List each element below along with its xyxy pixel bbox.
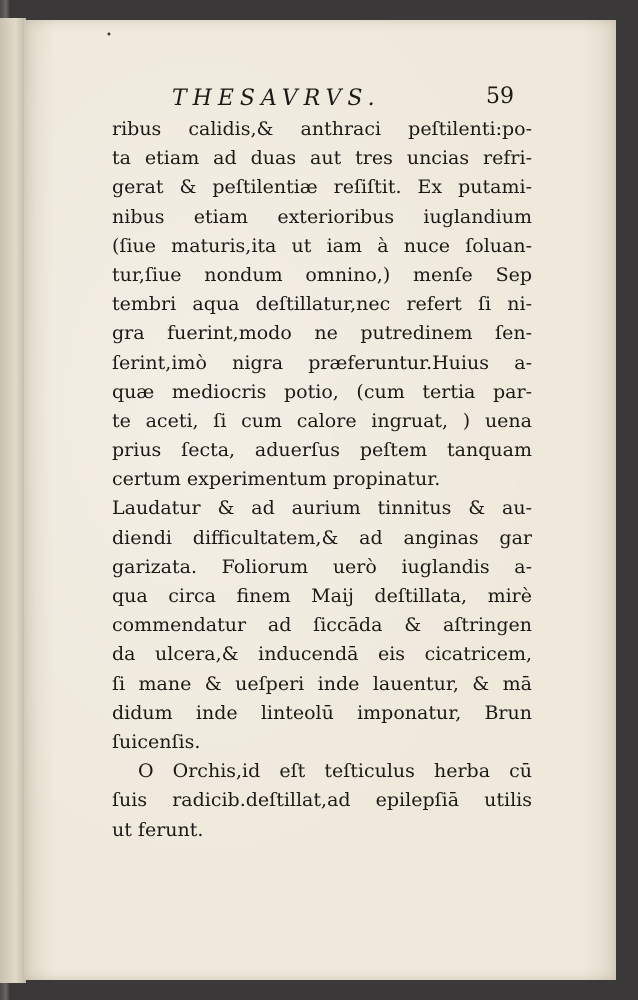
text-line: quæ mediocris potio, (cum tertia par-: [112, 380, 532, 403]
text-line: O Orchis,id eſt teſticulus herba cū: [138, 760, 532, 783]
running-head: THESAVRVS.: [172, 86, 381, 111]
text-line: tur,ſiue nondum omnino,) menſe Sep: [112, 263, 532, 286]
text-line: garizata. Foliorum uerò iuglandis a-: [112, 555, 532, 578]
paragraph-2: [112, 494, 532, 757]
text-line: certum experimentum propinatur.: [112, 468, 441, 491]
text-line: Laudatur & ad aurium tinnitus & au-: [112, 497, 532, 520]
text-line: ribus calidis,& anthraci peſtilenti:po-: [112, 118, 532, 140]
paragraph-1: [112, 115, 532, 494]
text-line: ſuis radicib.deſtillat,ad epilepſiā utilis: [112, 789, 532, 812]
text-line: commendatur ad ſiccāda & aſtringen: [112, 614, 532, 637]
text-line: da ulcera,& inducendā eis cicatricem,: [112, 643, 532, 666]
text-line: (ſiue maturis,ita ut iam à nuce ſoluan-: [112, 234, 532, 257]
body-text: [112, 115, 532, 845]
text-line: nibus etiam exterioribus iuglandium: [112, 205, 532, 228]
text-line: prius ſecta, aduerſus peſtem tanquam: [112, 439, 532, 462]
page-number: 59: [486, 84, 514, 109]
paragraph-3: [112, 757, 532, 845]
book-page: [24, 20, 616, 980]
text-line: ſi mane & ueſperi inde lauentur, & mā: [112, 672, 532, 695]
text-line: ſuicenſis.: [112, 730, 201, 753]
text-line: diendi difficultatem,& ad anginas gar: [112, 526, 532, 549]
text-line: qua circa finem Maij deſtillata, mirè: [112, 585, 532, 607]
text-line: tembri aqua deſtillatur,nec refert ſi ni-: [112, 293, 532, 316]
text-line: ut ferunt.: [112, 818, 204, 841]
text-line: didum inde linteolū imponatur, Brun: [112, 701, 532, 724]
text-line: ſerint,imò nigra præferuntur.Huius a-: [112, 351, 532, 374]
text-line: gerat & peſtilentiæ reſiſtit. Ex putami-: [112, 176, 532, 199]
printer-mark: •: [106, 30, 112, 41]
text-line: te aceti, ſi cum calore ingruat, ) uena: [112, 409, 532, 432]
text-line: gra fuerint,modo ne putredinem ſen-: [112, 322, 532, 345]
previous-page-edge: [0, 18, 26, 983]
text-line: ta etiam ad duas aut tres uncias refri-: [112, 147, 532, 170]
